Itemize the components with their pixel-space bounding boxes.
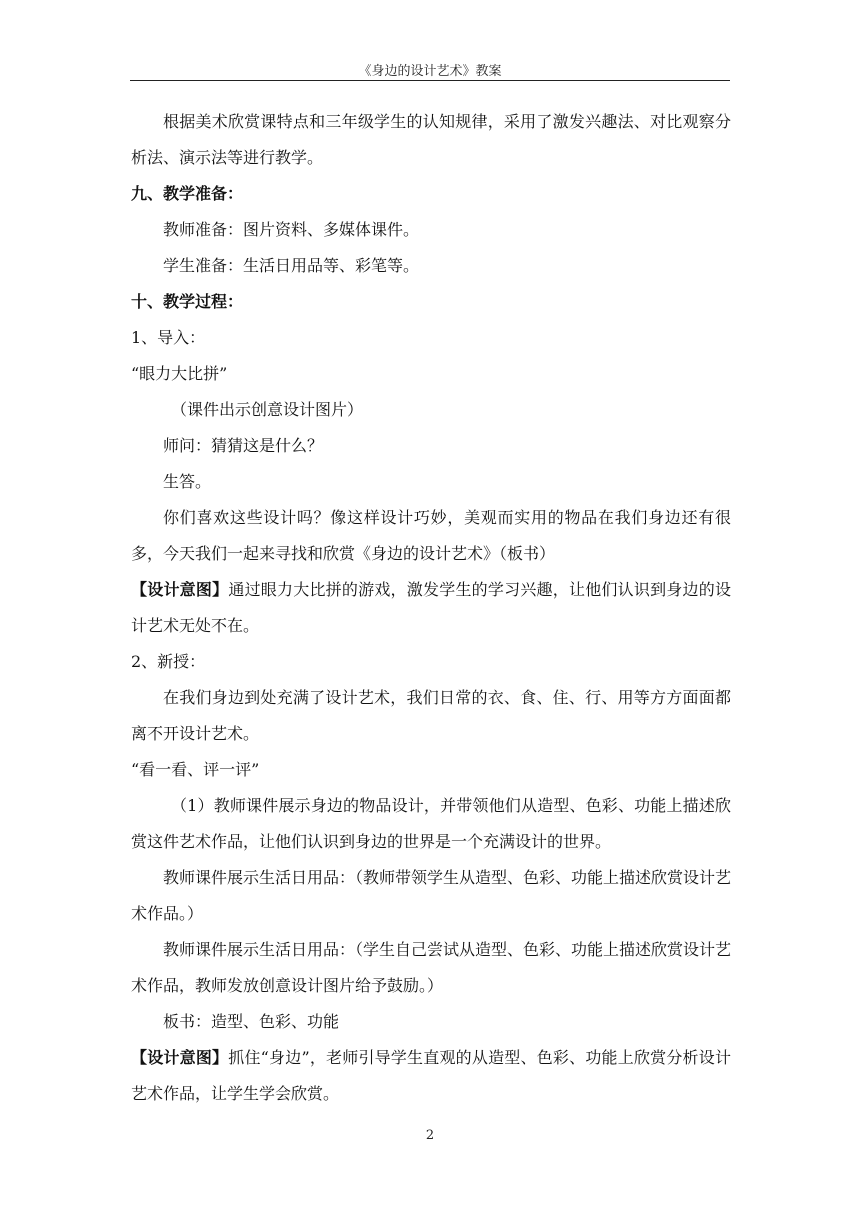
header-divider [130, 80, 730, 81]
design-intent-2 [131, 1040, 731, 1112]
page-number: 2 [425, 1128, 435, 1143]
student-preparation: 学生准备：生活日用品等、彩笔等。 [163, 256, 420, 275]
step-1-title: 1、导入： [131, 328, 206, 347]
design-intent-label: 【设计意图】 [131, 580, 229, 599]
teacher-question: 师问：猜猜这是什么？ [163, 436, 324, 455]
document-body [131, 104, 731, 1112]
step-2-title: 2、新授： [131, 652, 206, 671]
courseware-paragraph-1: 教师课件展示生活日用品：（教师带领学生从造型、色彩、功能上描述欣赏设计艺术作品。） [131, 868, 732, 923]
intro-dialogue-paragraph: 你们喜欢这些设计吗？像这样设计巧妙，美观而实用的物品在我们身边还有很多，今天我们一起来寻找和欣赏《身边的设计艺术》（板书） [131, 508, 731, 563]
teacher-preparation: 教师准备：图片资料、多媒体课件。 [163, 220, 420, 239]
courseware-paragraph-2: 教师课件展示生活日用品：（学生自己尝试从造型、色彩、功能上描述欣赏设计艺术作品，教师发放创意设计图片给予鼓励。） [131, 940, 732, 995]
design-intent-text: 通过眼力大比拼的游戏，激发学生的学习兴趣，让他们认识到身边的设计艺术无处不在。 [131, 580, 731, 635]
intro-paragraph: 根据美术欣赏课特点和三年级学生的认知规律，采用了激发兴趣法、对比观察分析法、演示法等进行教学。 [131, 112, 731, 167]
board-writing: 板书：造型、色彩、功能 [163, 1012, 340, 1031]
student-answer: 生答。 [163, 472, 212, 491]
courseware-note: （课件出示创意设计图片） [171, 400, 364, 419]
new-lesson-paragraph: 在我们身边到处充满了设计艺术，我们日常的衣、食、住、行、用等方方面面都离不开设计艺术。 [131, 688, 731, 743]
activity-step-1: （1）教师课件展示身边的物品设计，并带领他们从造型、色彩、功能上描述欣赏这件艺术作品，让他们认识到身边的世界是一个充满设计的世界。 [131, 796, 731, 851]
design-intent-text: 抓住“身边”，老师引导学生直观的从造型、色彩、功能上欣赏分析设计艺术作品，让学生学会欣赏。 [131, 1048, 731, 1103]
section-9-heading: 九、教学准备： [131, 184, 244, 203]
game-title: “眼力大比拼” [131, 364, 228, 383]
design-intent-1 [131, 572, 731, 644]
design-intent-label: 【设计意图】 [131, 1048, 229, 1067]
page-header: 《身边的设计艺术》教案 [358, 64, 502, 79]
activity-title: “看一看、评一评” [131, 760, 260, 779]
section-10-heading: 十、教学过程： [131, 292, 244, 311]
